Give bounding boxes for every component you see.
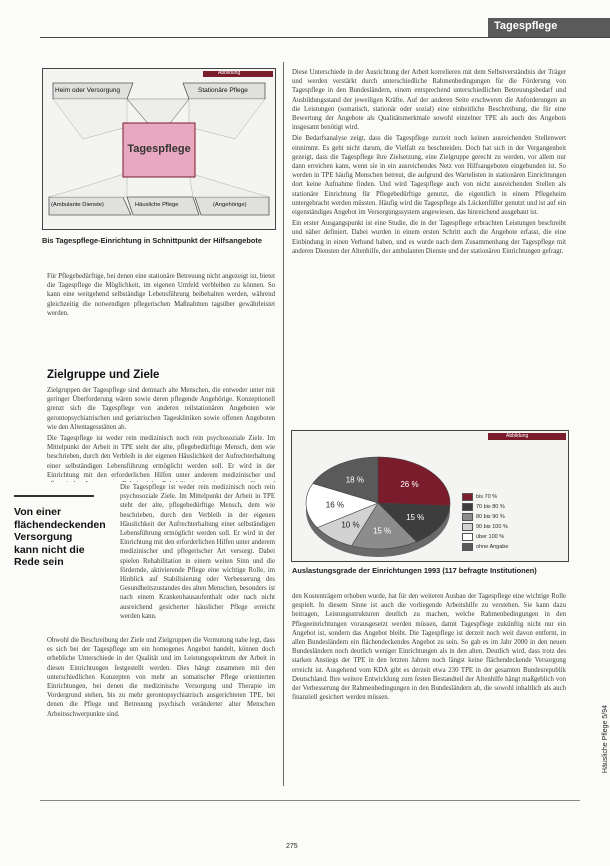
left-body-bottom: [47, 636, 275, 784]
pie-label-1: 15 %: [406, 513, 425, 523]
node-angehoerige: (Angehörige): [213, 202, 247, 208]
page-number: 275: [286, 843, 298, 850]
node-heim: Heim oder Versorgung: [55, 87, 121, 94]
pie-label-3: 10 %: [341, 520, 360, 530]
pie-label-2: 15 %: [372, 526, 392, 536]
right-body-top: [292, 68, 566, 424]
side-note: Häusliche Pflege 5/94: [602, 705, 609, 774]
node-stationaer: Stationäre Pflege: [198, 87, 248, 94]
left-para-1: Für Pflegebedürftige, bei denen eine stationäre Betreuung nicht angezeigt ist, bietet die Tagespflege die Möglichkeit, im eigenen Umfeld verbleiben zu können. So kann eine weitgehend selbständige Lebensführung beibehalten werden, während gleichzeitig die notwendigen pflegerischen Maßnahmen tagsüber gewährleistet werden.: [47, 273, 275, 317]
node-haeuslich: Häusliche Pflege: [135, 202, 179, 208]
right-para-4: den Kostenträgern erhoben wurde, hat für den weiteren Ausbau der Tagespflege eine wichtige Rolle gespielt. In diesem Sinne ist auch die vorliegende Arbeitshilfe zu verstehen. Sie kann dazu beitragen, Leistungsstrukturen deutlich zu machen, welche Rahmenbedingungen in den Pflegeeinrichtungen vorausgesetzt werden müssen, damit Tagespflege zukünftig nicht nur ein Angebot ist, sondern das Angebot bleibt. Die Tagespflege ist derzeit noch weit davon entfernt, in allen Bundesländern ein flächendeckendes Angebot zu sein. So gab es im Jahr 2000 in den neuen Bundesländern noch deutlich weniger Einrichtungen als in den alten. Deutlich wird, dass trotz des starken Anstiegs der TPE in den letzten Jahren noch längst keine flächendeckende Versorgung erreicht ist. Ausgehend vom KDA gibt es derzeit etwa 230 TPE in der gesamten Bundesrepublik Deutschland. Ihre weitere Entwicklung zum festen Bestandteil der Altenhilfe hängt maßgeblich von der Verbesserung der Rahmenbedingungen in den Bundesländern ab, die sowohl inhaltlich als auch finanziell gesichert werden müssen.: [292, 593, 566, 702]
pie-label-0: 26 %: [400, 480, 419, 490]
pie-chart: [298, 443, 458, 559]
footer-rule: [40, 800, 580, 801]
legend-entry-4: [462, 533, 508, 541]
figure2-tag: Abbildung: [506, 433, 529, 439]
legend-entry-0: [462, 493, 508, 501]
left-para-2: Zielgruppen der Tagespflege sind demnach alte Menschen, die entweder unter mit geringer Überforderung wären sowie deren pflegende Angehörige. Konzeptionell grenzt sich die Tagespflege von anderen teilstationären Angeboten wie gerontopsychiatrischen und geriatrischen Tageskliniken sowie offenen Angeboten wie den Altentagesstätten ab.: [47, 387, 275, 431]
legend-entry-2: [462, 513, 508, 521]
pull-quote: Von einer flächendeckenden Versorgung kann nicht die Rede sein: [14, 506, 106, 568]
legend-label: 80 bis 90 %: [476, 514, 505, 520]
right-para-3: Ein erster Ausgangspunkt ist eine Studie, die in der Tagespflege erbrachten Leistungen beschreibt und näher definiert. Dabei wurden in einem ersten Schritt auch die Angebote erfasst, die eine Einbindung in einen Verbund haben, und es wurde nach dem Zusammenhang der Tagespflege mit anderen Diensten der Altenhilfe, der ambulanten Dienste und der stationären Einrichtungen gefragt.: [292, 220, 566, 255]
pull-quote-rule: [14, 495, 94, 497]
left-body-top: [47, 386, 275, 482]
node-ambulant: (Ambulante Dienste): [51, 202, 104, 208]
legend-swatch: [462, 503, 473, 511]
pie-label-4: 16 %: [325, 500, 345, 510]
right-para-2: Die Bedarfsanalyse zeigt, dass die Tagespflege zurzeit noch keinen ausreichenden Stellenwert einnimmt. Es geht nicht darum, die Vielfalt zu beschneiden. Doch hat sich in der Vergangenheit gezeigt, dass die Tagespflege ihre Zielsetzung, eine Zielgruppe gerecht zu werden, vor allem nur dann erreichen kann, wenn sie in ein ausreichendes Netz von Hilfsangeboten eingebunden ist. So werden in TPE häufig Menschen betreut, die aufgrund des Wartelisten in stationären Einrichtungen dort keine Aufnahme finden. Und wird Tagespflege auch von nicht ausreichenden Stellen als stationäre Einrichtung für Pflegebedürftige genutzt, die eigentlich in einem Pflegeheim untergebracht werden müssten. Häufig wird die Tagespflege als Lückenfüller genutzt und ist auf ein eigenständiges Angebot im Versorgungssystem angewiesen, das hinreichend ausgebaut ist.: [292, 135, 566, 217]
figure2-caption: Auslastungsgrade der Einrichtungen 1993 (117 befragte Institutionen): [292, 566, 537, 575]
figure-pie-chart: [291, 430, 569, 562]
left-intro: [47, 272, 275, 320]
left-para-3a: Die Tagespflege ist weder rein medizinisch noch rein psychosoziale Ziele. Im Mittelpunkt der Arbeit in TPE steht der alte, pflegebedürftige Mensch, dem wie beschrieben, durch den Verbleib in der eigenen Häuslichkeit der Aufrechterhaltung einer selbständigen Lebensführung ermöglicht werden soll. Er wird in der Einrichtung mit den erforderlichen Hilfen unter anderem medizinischer und: [47, 435, 275, 479]
legend-label: über 100 %: [476, 534, 505, 540]
legend-entry-5: [462, 543, 508, 551]
legend-label: ohne Angabe: [476, 544, 509, 550]
figure1-caption: Bis Tagespflege-Einrichtung in Schnittpunkt der Hilfsangebote: [42, 236, 262, 245]
legend-label: 70 bis 80 %: [476, 504, 505, 510]
legend-entry-1: [462, 503, 508, 511]
legend-swatch: [462, 513, 473, 521]
header-rule: [40, 37, 610, 38]
column-divider: [283, 62, 284, 786]
legend-label: 90 bis 100 %: [476, 524, 508, 530]
legend-swatch: [462, 493, 473, 501]
left-para-4: Obwohl die Beschreibung der Ziele und Zielgruppen die Vermutung nahe legt, dass es sich bei der Tagespflege um ein homogenes Angebot handelt, können doch erhebliche Unterschiede in der Qualität und im Leistungsspektrum der Arbeit in diesen Einrichtungen festgestellt werden. Dies hängt zusammen mit den unterschiedlichen Konzepten von mehr an somatischer Pflege orientierten Einrichtungen, bei denen die medizinische Versorgung und Therapie im Vordergrund stehen, bis zu mehr gerontopsychiatrisch ausgerichteten TPE, bei denen die Pflege und Betreuung psychisch veränderter alter Menschen Arbeitsschwerpunkte sind.: [47, 637, 275, 718]
legend-swatch: [462, 543, 473, 551]
legend-swatch: [462, 523, 473, 531]
legend-entry-3: [462, 523, 508, 531]
page-title: Tagespflege: [494, 20, 558, 32]
section-heading: Zielgruppe und Ziele: [47, 369, 160, 381]
right-body-bottom: [292, 592, 566, 784]
left-para-3b: Die Tagespflege ist weder rein medizinisch noch rein psychosoziale Ziele. Im Mittelpunkt der Arbeit in TPE steht der alte, pflegebedürftige Mensch, dem wie beschrieben, durch den Verbleib in der eigenen Häuslichkeit der Aufrechterhaltung einer selbständigen Lebensführung ermöglicht werden soll. Er wird in der Einrichtung mit den erforderlichen Hilfen unter anderem medizinischer und pflegerischer Art versorgt. Dabei spielen Rehabilitation in einem weiten Sinn und die fördernde, aktivierende Pflege eine wichtige Rolle, im Hinblick auf Stabilisierung oder Verbesserung des Gesundheitszustandes des alten Menschen, besonders ist nach einem Krankenhausaufenthalt oder nach nicht ausreichend gesicherter häuslicher Pflege erreicht werden kann.: [120, 484, 275, 620]
figure-network-diagram: [42, 68, 276, 230]
right-para-1: Diese Unterschiede in der Ausrichtung der Arbeit korrelieren mit dem Selbstverständnis der Träger und werden verstärkt durch unterschiedliche Rahmenbedingungen für die Förderung von Tagespflege in den Bundesländern, einem entsprechend unterschiedlichen Betreuungsbedarf und Ausbildungsstand der jeweiligen Kräfte. Auf der anderen Seite erschweren die Anforderungen an die Leistungen (somatisch, stationär oder sozial) eine einheitliche Beschreibung, die für eine Bewertung der Angebote als Qualitätsmerkmale sowohl einzelner TPE als auch des Angebots insgesamt benötigt wird.: [292, 69, 566, 132]
left-body-wrap: [120, 483, 275, 635]
node-tagespflege: Tagespflege: [127, 143, 191, 155]
figure-tag: Abbildung: [218, 70, 241, 76]
legend-label: bis 70 %: [476, 494, 498, 500]
pie-legend: [462, 491, 508, 553]
pie-label-5: 18 %: [345, 475, 364, 485]
legend-swatch: [462, 533, 473, 541]
